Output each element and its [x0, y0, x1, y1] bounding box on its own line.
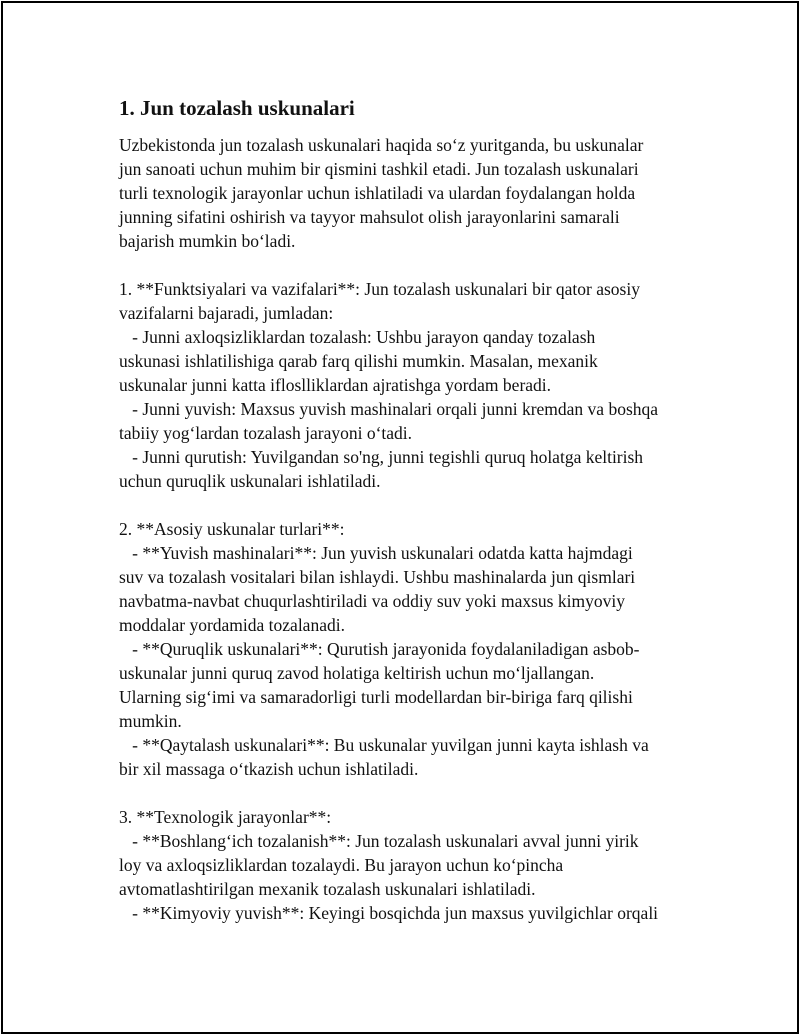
section-heading: 1. Jun tozalash uskunalari: [119, 96, 355, 120]
document-body: [119, 95, 699, 925]
text-line: suv va tozalash vositalari bilan ishlaydi. Ushbu mashinalarda jun qismlari: [119, 567, 636, 587]
intro-paragraph: [119, 133, 699, 253]
text-line: moddalar yordamida tozalanadi.: [119, 615, 345, 635]
text-line: jun sanoati uchun muhim bir qismini tashkil etadi. Jun tozalash uskunalari: [119, 159, 639, 179]
text-line: turli texnologik jarayonlar uchun ishlatiladi va ulardan foydalangan holda: [119, 183, 636, 203]
paragraph-spacer: [119, 781, 699, 805]
text-line: 3. **Texnologik jarayonlar**:: [119, 807, 332, 827]
text-line: bajarish mumkin bo‘ladi.: [119, 231, 296, 251]
text-line: navbatma-navbat chuqurlashtiriladi va oddiy suv yoki maxsus kimyoviy: [119, 591, 625, 611]
text-line: junning sifatini oshirish va tayyor mahsulot olish jarayonlarini samarali: [119, 207, 620, 227]
text-line: uchun quruqlik uskunalari ishlatiladi.: [119, 471, 381, 491]
text-line: - **Kimyoviy yuvish**: Keyingi bosqichda jun maxsus yuvilgichlar orqali: [119, 903, 659, 923]
text-line: uskunasi ishlatilishiga qarab farq qilishi mumkin. Masalan, mexanik: [119, 351, 598, 371]
text-line: uskunalar junni katta ifloslliklardan ajratishga yordam beradi.: [119, 375, 552, 395]
text-line: 1. **Funktsiyalari va vazifalari**: Jun tozalash uskunalari bir qator asosiy: [119, 279, 640, 299]
text-line: - **Quruqlik uskunalari**: Qurutish jarayonida foydalaniladigan asbob-: [119, 639, 640, 659]
text-line: bir xil massaga o‘tkazish uchun ishlatiladi.: [119, 759, 419, 779]
text-line: - **Boshlang‘ich tozalanish**: Jun tozalash uskunalari avval junni yirik: [119, 831, 639, 851]
paragraph-spacer: [119, 253, 699, 277]
section-processes: [119, 805, 699, 925]
section-equipment-types: [119, 517, 699, 781]
text-line: - Junni yuvish: Maxsus yuvish mashinalari orqali junni kremdan va boshqa: [119, 399, 659, 419]
text-line: tabiiy yog‘lardan tozalash jarayoni o‘tadi.: [119, 423, 413, 443]
section-functions: [119, 277, 699, 493]
text-line: vazifalarni bajaradi, jumladan:: [119, 303, 334, 323]
text-line: - **Qaytalash uskunalari**: Bu uskunalar yuvilgan junni kayta ishlash va: [119, 735, 649, 755]
text-line: loy va axloqsizliklardan tozalaydi. Bu jarayon uchun ko‘pincha: [119, 855, 564, 875]
text-line: Uzbekistonda jun tozalash uskunalari haqida so‘z yuritganda, bu uskunalar: [119, 135, 644, 155]
text-line: Ularning sig‘imi va samaradorligi turli modellardan bir-biriga farq qilishi: [119, 687, 633, 707]
text-line: uskunalar junni quruq zavod holatiga keltirish uchun mo‘ljallangan.: [119, 663, 595, 683]
paragraph-spacer: [119, 493, 699, 517]
text-line: - Junni qurutish: Yuvilgandan so'ng, junni tegishli quruq holatga keltirish: [119, 447, 644, 467]
text-line: - Junni axloqsizliklardan tozalash: Ushbu jarayon qanday tozalash: [119, 327, 596, 347]
text-line: 2. **Asosiy uskunalar turlari**:: [119, 519, 345, 539]
page-frame: [1, 1, 799, 1034]
text-line: mumkin.: [119, 711, 182, 731]
text-line: - **Yuvish mashinalari**: Jun yuvish uskunalari odatda katta hajmdagi: [119, 543, 633, 563]
text-line: avtomatlashtirilgan mexanik tozalash uskunalari ishlatiladi.: [119, 879, 536, 899]
